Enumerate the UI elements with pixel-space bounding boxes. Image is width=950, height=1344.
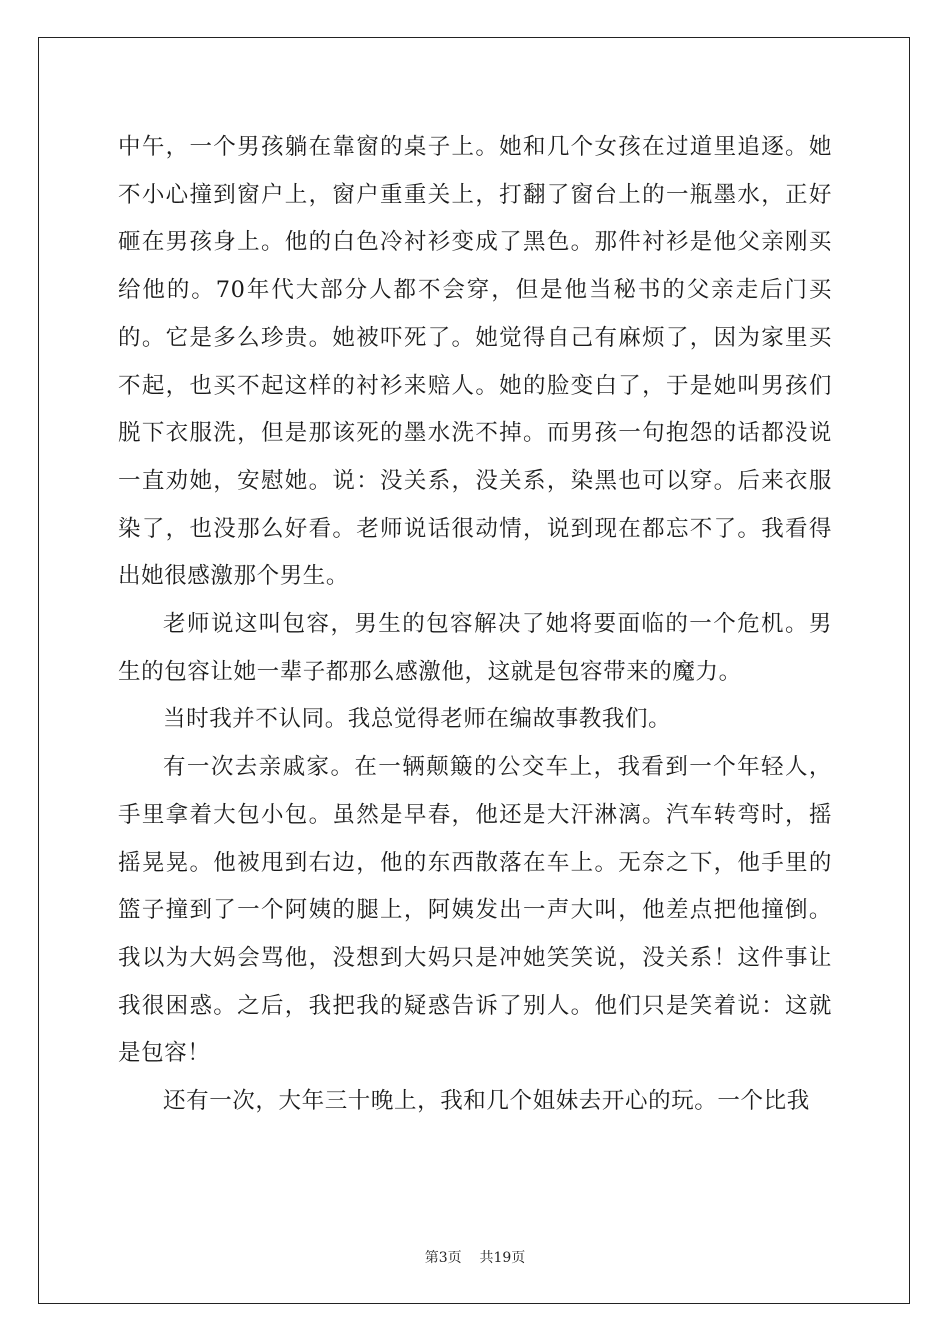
document-body [118,124,832,1126]
paragraph-2: 老师说这叫包容，男生的包容解决了她将要面临的一个危机。男生的包容让她一辈子都那么感激他，这就是包容带来的魔力。 [118,611,832,685]
paragraph-5: 还有一次，大年三十晚上，我和几个姐妹去开心的玩。一个比我 [163,1088,810,1115]
paragraph-4: 有一次去亲戚家。在一辆颠簸的公交车上，我看到一个年轻人，手里拿着大包小包。虽然是早春，他还是大汗淋漓。汽车转弯时，摇摇晃晃。他被甩到右边，他的东西散落在车上。无奈之下，他手里的篮子撞到了一个阿姨的腿上，阿姨发出一声大叫，他差点把他撞倒。我以为大妈会骂他，没想到大妈只是冲她笑笑说，没关系！这件事让我很困惑。之后，我把我的疑惑告诉了别人。他们只是笑着说：这就是包容！ [118,754,832,1067]
paragraph-1: 中午，一个男孩躺在靠窗的桌子上。她和几个女孩在过道里追逐。她不小心撞到窗户上，窗户重重关上，打翻了窗台上的一瓶墨水，正好砸在男孩身上。他的白色冷衬衫变成了黑色。那件衬衫是他父亲刚买给他的。70年代大部分人都不会穿，但是他当秘书的父亲走后门买的。它是多么珍贵。她被吓死了。她觉得自己有麻烦了，因为家里买不起，也买不起这样的衬衫来赔人。她的脸变白了，于是她叫男孩们脱下衣服洗，但是那该死的墨水洗不掉。而男孩一句抱怨的话都没说一直劝她，安慰她。说：没关系，没关系，染黑也可以穿。后来衣服染了，也没那么好看。老师说话很动情，说到现在都忘不了。我看得出她很感激那个男生。 [118,134,832,590]
page-number: 第3页 [424,1250,462,1266]
page-total: 共19页 [479,1250,526,1266]
paragraph-3: 当时我并不认同。我总觉得老师在编故事教我们。 [163,706,672,733]
page-footer [0,1247,950,1267]
